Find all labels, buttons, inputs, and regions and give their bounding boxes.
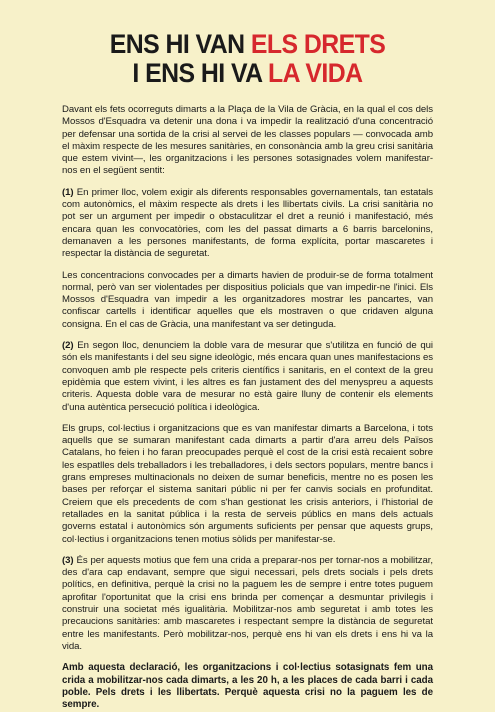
point-3-paragraph (62, 555, 433, 653)
point-1-continuation: Les concentracions convocades per a dimarts havien de produir-se de forma totalment normal, però van ser violentades per dispositius policials que van impedir-ne l'inici. Els Mossos d'Esquadra van impedir a les organitzadores mostrar les pancartes, van confiscar cartells i identificar aquelles que els mostraven o que cridaven alguna consigna. En el cas de Gràcia, una manifestant va ser detinguda. (62, 269, 433, 330)
title-line-1 (77, 30, 418, 59)
point-2-paragraph (62, 340, 433, 414)
page-title (77, 30, 418, 88)
point-1-text: En primer lloc, volem exigir als diferents responsables governamentals, tan estatals com autonòmics, el màxim respecte als drets i les llibertats civils. La crisi sanitària no pot ser un argument per impedir o obstaculitzar el dret a reunió i manifestació, més encara quan les convocatòries, com les del passat dimarts a 6 barris barcelonins, demanaven a les persones manifestants, de forma explícita, portar mascaretes i respectar la distància de seguretat. (62, 186, 433, 260)
intro-paragraph: Davant els fets ocorreguts dimarts a la Plaça de la Vila de Gràcia, en la qual el cos dels Mossos d'Esquadra va detenir una dona i va impedir la realització d'una concentració per defensar una sortida de la crisi al servei de les classes populars — convocada amb el màxim respecte de les mesures sanitàries, en consonància amb la greu crisi sanitària que estem vivint—, les organitzacions i les persones sotasignades volem manifestar-nos en el següent sentit: (62, 104, 433, 177)
title-line-2 (77, 59, 418, 88)
closing-statement: Amb aquesta declaració, les organitzacions i col·lectius sotasignats fem una crida a mobilitzar-nos cada dimarts, a les 20 h, a les places de cada barri i cada poble. Pels drets i les llibertats. Perquè aquesta crisi no la paguem les de sempre. (62, 662, 433, 711)
title-line-1-black: ENS HI VAN (109, 29, 251, 59)
title-line-1-red: ELS DRETS (250, 29, 386, 59)
point-3-text: És per aquests motius que fem una crida a preparar-nos per tornar-nos a mobilitzar, des d'ara cap endavant, sempre que sigui necessari, pels drets socials i pels drets polítics, en definitiva, perquè la crisi no la paguem les de sempre i entre totes puguem aprofitar l'oportunitat que la crisi ens brinda per començar a desmuntar privilegis i construir una societat més igualitària. Mobilitzar-nos amb seguretat i amb totes les precaucions sanitàries: amb mascaretes i respectant sempre la distància de seguretat entre les manifestants. Però mobilitzar-nos, perquè ens hi van els drets i ens hi va la vida. (62, 554, 433, 652)
point-1-number: (1) (62, 186, 74, 198)
point-1-paragraph (62, 187, 433, 261)
title-line-2-black: I ENS HI VA (132, 58, 268, 88)
point-2-number: (2) (62, 340, 74, 352)
point-2-continuation: Els grups, col·lectius i organitzacions que es van manifestar dimarts a Barcelona, i tots aquells que se sumaran manifestant cada dimarts a partir d'ara arreu dels Països Catalans, ho feien i ho faran preocupades perquè el cost de la crisi està recaient sobre les espatlles dels treballadors i les treballadores, i dels sectors populars, mentre bancs i grans empreses multinacionals no deixen de sumar beneficis, mentre no es posen les bases per reforçar el sistema sanitari públic ni per fer canvis socials en profunditat. Creiem que els precedents de com s'han gestionat les crisis anteriors, i l'historial de retallades en la sanitat pública i la resta de serveis públics en mans dels actuals governs estatal i autonòmics són arguments suficients per pensar que aquests grups, col·lectius i organitzacions tenen motius sòlids per manifestar-se. (62, 422, 433, 545)
point-3-number: (3) (62, 554, 74, 566)
point-2-text: En segon lloc, denunciem la doble vara de mesurar que s'utilitza en funció de qui són els manifestants i del seu signe ideològic, més encara quan unes manifestacions es convoquen amb ple respecte pels criteris científics i sanitaris, en el context de la greu epidèmia que estem vivint, i les altres es fan justament des del menyspreu a aquests criteris. Aquesta doble vara de mesurar no està gaire lluny de contenir els elements d'una autèntica persecució política i ideològica. (62, 340, 433, 413)
title-line-2-red: LA VIDA (267, 58, 363, 88)
